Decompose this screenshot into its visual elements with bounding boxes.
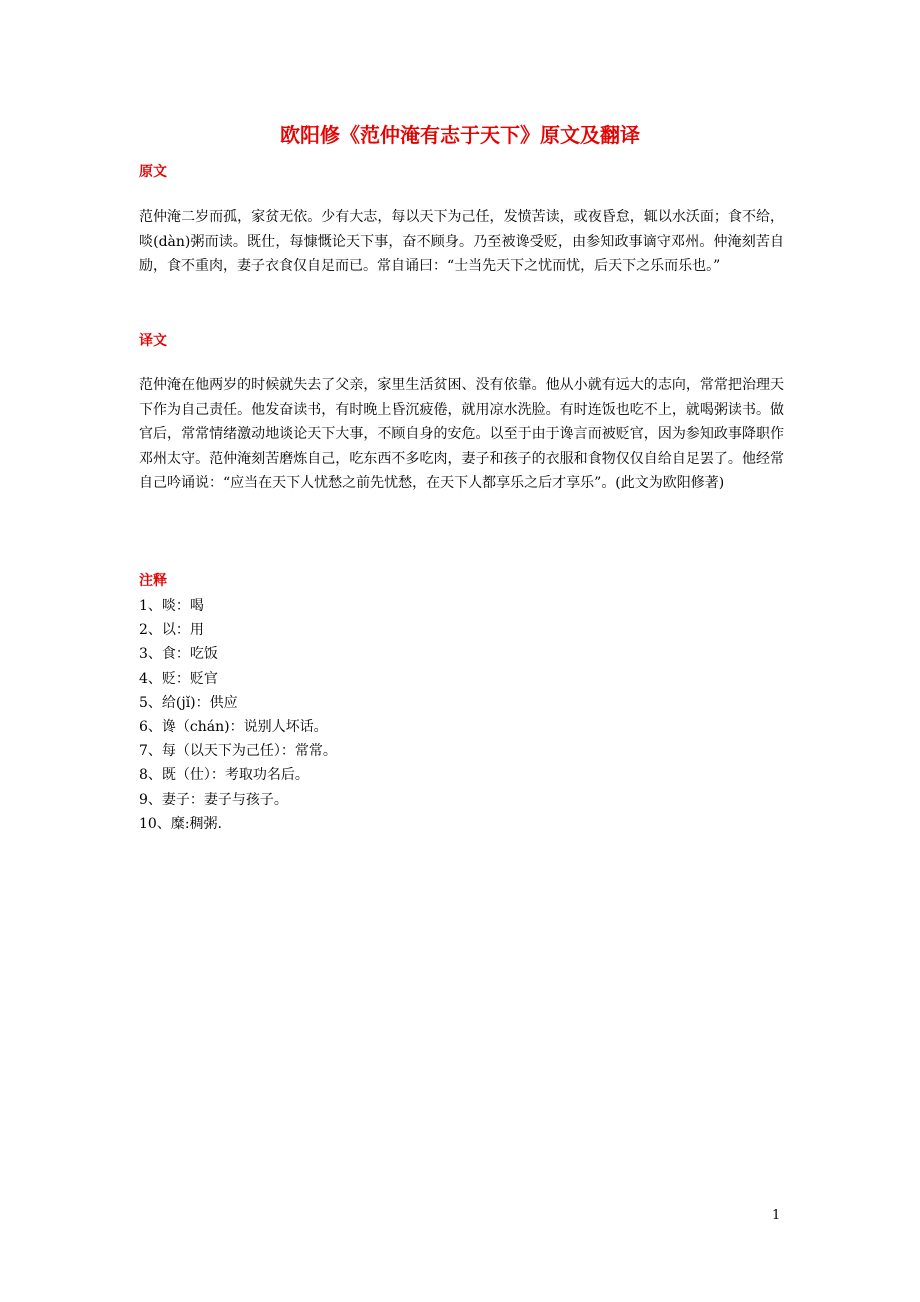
page-number: 1 [772,1208,781,1223]
original-heading: 原文 [139,164,167,180]
notes-heading: 注释 [139,573,167,589]
note-item: 8、既（仕）：考取功名后。 [139,767,309,784]
note-item: 10、糜:稠粥. [139,815,222,832]
translation-text: 范仲淹在他两岁的时候就失去了父亲，家里生活贫困、没有依靠。他从小就有远大的志向，常常把治理天下作为自己责任。他发奋读书，有时晚上昏沉疲倦，就用凉水洗脸。有时连饭也吃不上，就喝粥读书。做官后，常常情绪激动地谈论天下大事，不顾自身的安危。以至于由于谗言而被贬官，因为参知政事降职作邓州太守。范仲淹刻苦磨炼自己，吃东西不多吃肉，妻子和孩子的衣服和食物仅仅自给自足罢了。他经常自己吟诵说：“应当在天下人忧愁之前先忧愁，在天下人都享乐之后才享乐”。(此文为欧阳修著) [139,377,784,491]
note-item: 1、啖：喝 [139,598,204,614]
note-item: 6、谗（chán)：说别人坏话。 [139,719,328,736]
page-title: 欧阳修《范仲淹有志于天下》原文及翻译 [280,123,640,147]
note-item: 2、以：用 [139,622,204,639]
note-item: 5、给(jǐ)：供应 [139,694,238,711]
note-item: 4、贬：贬官 [139,670,218,687]
note-item: 3、食：吃饭 [139,646,218,663]
notes-list [139,594,337,836]
note-item: 9、妻子：妻子与孩子。 [139,791,288,808]
original-text: 范仲淹二岁而孤，家贫无依。少有大志，每以天下为己任，发愤苦读，或夜昏怠，辄以水沃面；食不给，啖(dàn)粥而读。既仕，每慷慨论天下事，奋不顾身。乃至被谗受贬，由参知政事谪守邓州。仲淹刻苦自励，食不重肉，妻子衣食仅自足而已。常自诵曰：“士当先天下之忧而忧，后天下之乐而乐也。” [139,209,784,274]
translation-heading: 译文 [139,333,167,349]
note-item: 7、每（以天下为己任）：常常。 [139,743,337,760]
